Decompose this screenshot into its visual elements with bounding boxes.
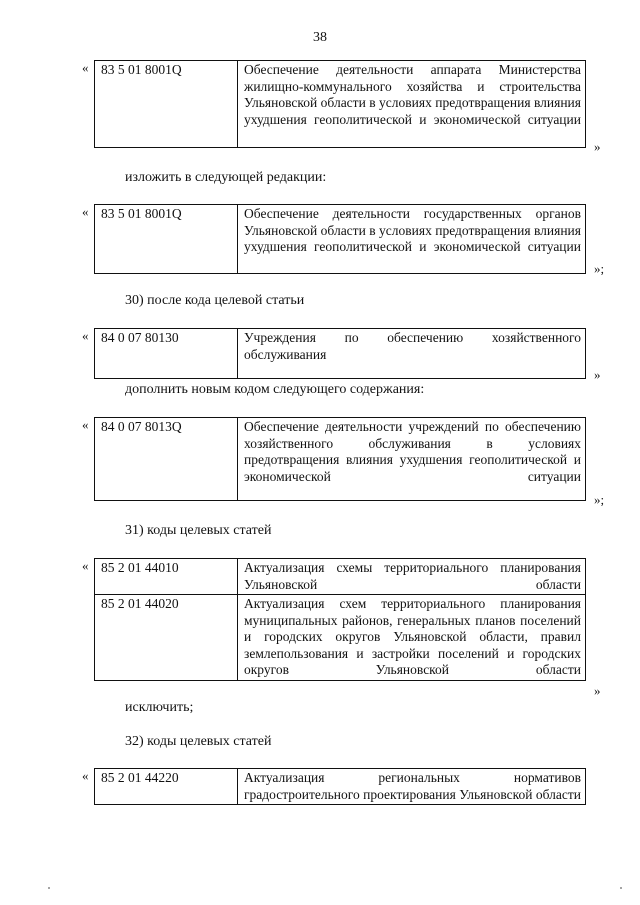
code-cell: 85 2 01 44220	[95, 769, 238, 805]
code-cell: 85 2 01 44020	[95, 595, 238, 681]
table-row	[95, 559, 586, 595]
table-row	[95, 329, 586, 379]
code-cell: 83 5 01 8001Q	[95, 205, 238, 274]
paragraph-instruction: дополнить новым кодом следующего содержания:	[125, 382, 425, 397]
paragraph-item-30: 30) после кода целевой статьи	[125, 293, 305, 308]
close-quote: »;	[594, 492, 605, 507]
close-quote: »	[594, 139, 601, 154]
code-table-5	[94, 558, 586, 681]
close-quote: »	[594, 367, 601, 382]
open-quote: «	[82, 60, 89, 75]
table-row	[95, 205, 586, 274]
paragraph-item-32: 32) коды целевых статей	[125, 734, 272, 749]
code-cell: 84 0 07 80130	[95, 329, 238, 379]
open-quote: «	[82, 417, 89, 432]
close-quote: »	[594, 683, 601, 698]
code-table-3	[94, 328, 586, 379]
open-quote: «	[82, 204, 89, 219]
table-row	[95, 61, 586, 148]
scan-speck	[48, 887, 50, 889]
table-row	[95, 418, 586, 501]
paragraph-item-31: 31) коды целевых статей	[125, 523, 272, 538]
open-quote: «	[82, 768, 89, 783]
table-row	[95, 769, 586, 805]
code-table-1	[94, 60, 586, 148]
page-number: 38	[313, 30, 327, 45]
code-table-2	[94, 204, 586, 274]
paragraph-instruction: изложить в следующей редакции:	[125, 170, 327, 185]
table-row	[95, 595, 586, 681]
description-cell: Учреждения по обеспечению хозяйственного обслуживания	[238, 329, 586, 379]
open-quote: «	[82, 328, 89, 343]
paragraph-exclude: исключить;	[125, 700, 194, 715]
code-table-6	[94, 768, 586, 805]
code-cell: 85 2 01 44010	[95, 559, 238, 595]
open-quote: «	[82, 558, 89, 573]
close-quote: »;	[594, 261, 605, 276]
description-cell: Актуализация схемы территориального планирования Ульяновской области	[238, 559, 586, 595]
code-cell: 84 0 07 8013Q	[95, 418, 238, 501]
description-cell: Актуализация схем территориального планирования муниципальных районов, генеральных планов поселений и городских округов Ульяновской области, правил землепользования и застройки поселений и городских округов Ульяновской области	[238, 595, 586, 681]
description-cell: Обеспечение деятельности учреждений по обеспечению хозяйственного обслуживания в условиях предотвращения влияния ухудшения геополитической и экономической ситуации	[238, 418, 586, 501]
description-cell: Актуализация региональных нормативов градостроительного проектирования Ульяновской области	[238, 769, 586, 805]
scan-speck	[620, 887, 622, 889]
description-cell: Обеспечение деятельности государственных органов Ульяновской области в условиях предотвращения влияния ухудшения геополитической и экономической ситуации	[238, 205, 586, 274]
code-table-4	[94, 417, 586, 501]
description-cell: Обеспечение деятельности аппарата Министерства жилищно-коммунального хозяйства и строительства Ульяновской области в условиях предотвращения влияния ухудшения геополитической и экономической ситуации	[238, 61, 586, 148]
code-cell: 83 5 01 8001Q	[95, 61, 238, 148]
